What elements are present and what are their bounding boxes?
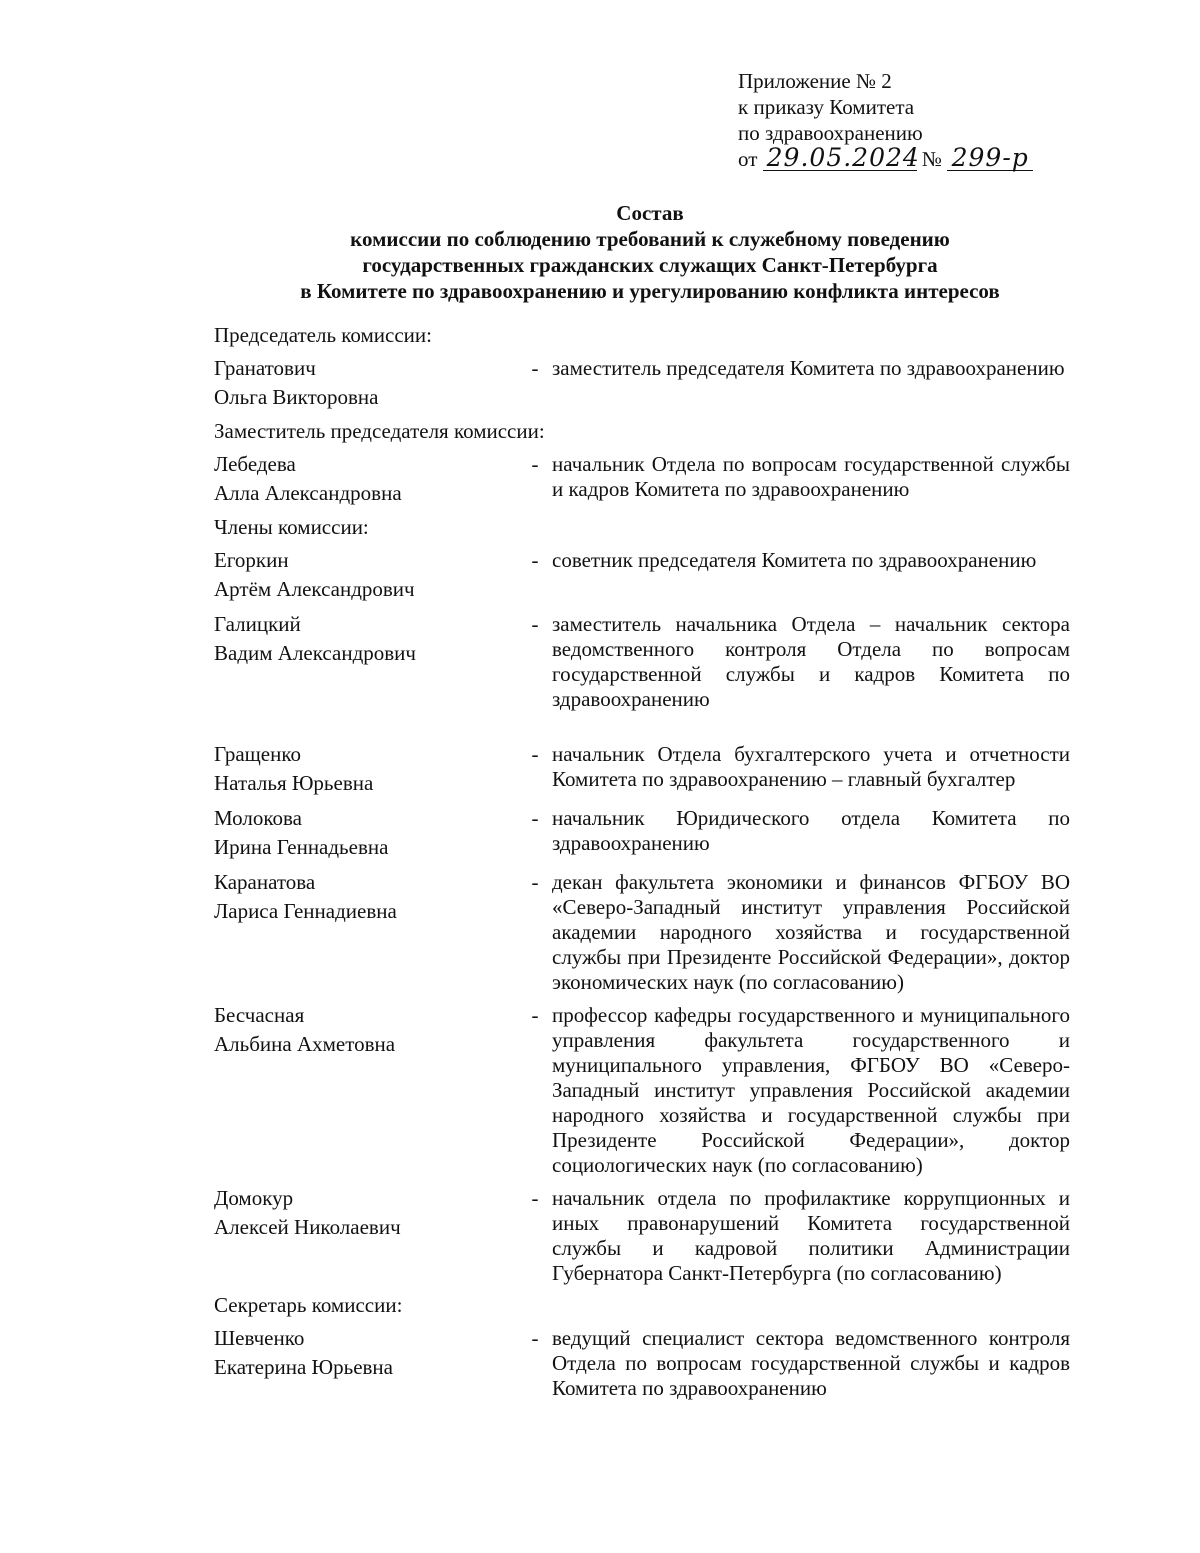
member-row — [214, 1324, 1070, 1401]
member-position: ведущий специалист сектора ведомственного контроля Отдела по вопросам государственной службы и кадров Комитета по здравоохранению — [552, 1326, 1070, 1400]
member-surname: Гращенко — [214, 742, 302, 766]
member-name — [214, 1001, 514, 1178]
member-given-name: Ольга Викторовна — [214, 385, 379, 409]
member-position: профессор кафедры государственного и муниципального управления факультета государственного и муниципального управления, ФГБОУ ВО «Северо-Западный институт управления Российской академии народного хозяйства и государственной службы при Президенте Российской Федерации», доктор социологических наук (по согласованию) — [552, 1003, 1070, 1177]
appendix-committee: по здравоохранению — [738, 121, 923, 145]
dash-separator: - — [531, 452, 539, 476]
member-row — [214, 354, 1070, 412]
appendix-order-ref: к приказу Комитета — [738, 95, 915, 119]
member-name — [214, 740, 514, 798]
dash-separator: - — [531, 1326, 539, 1350]
member-surname: Каранатова — [214, 870, 316, 894]
dash-separator: - — [531, 870, 539, 894]
dash-separator: - — [531, 356, 539, 380]
document-title — [150, 200, 1150, 304]
member-name — [214, 804, 514, 862]
member-position: начальник отдела по профилактике коррупционных и иных правонарушений Комитета государственной службы и кадровой политики Администрации Губернатора Санкт-Петербурга (по согласованию) — [552, 1186, 1070, 1285]
member-row — [214, 1184, 1070, 1286]
member-row — [214, 1001, 1070, 1178]
title-line-4: в Комитете по здравоохранению и урегулированию конфликта интересов — [300, 279, 1000, 303]
title-line-2: комиссии по соблюдению требований к служебному поведению — [350, 227, 950, 251]
member-row — [214, 610, 1070, 712]
member-given-name: Алексей Николаевич — [214, 1215, 401, 1239]
appendix-title: Приложение № 2 — [738, 69, 892, 93]
member-given-name: Альбина Ахметовна — [214, 1032, 396, 1056]
member-row — [214, 546, 1070, 604]
member-row — [214, 868, 1070, 995]
member-name — [214, 1324, 514, 1401]
member-given-name: Алла Александровна — [214, 481, 402, 505]
member-surname: Егоркин — [214, 548, 289, 572]
dash-separator: - — [531, 1186, 539, 1210]
dash-separator: - — [531, 612, 539, 636]
member-surname: Шевченко — [214, 1326, 305, 1350]
section-deputy: Заместитель председателя комиссии: — [214, 419, 545, 443]
section-chair: Председатель комиссии: — [214, 323, 432, 347]
member-row — [214, 740, 1070, 798]
member-name — [214, 354, 514, 412]
member-given-name: Наталья Юрьевна — [214, 771, 374, 795]
dash-separator: - — [531, 1003, 539, 1027]
member-name — [214, 868, 514, 995]
member-name — [214, 1184, 514, 1286]
member-position: заместитель начальника Отдела – начальник сектора ведомственного контроля Отдела по вопросам государственной службы и кадров Комитета по здравоохранению — [552, 612, 1070, 711]
member-given-name: Лариса Геннадиевна — [214, 899, 397, 923]
member-position: начальник Отдела по вопросам государственной службы и кадров Комитета по здравоохранению — [552, 452, 1070, 501]
member-name — [214, 546, 514, 604]
member-surname: Лебедева — [214, 452, 296, 476]
date-prefix: от — [738, 147, 758, 171]
member-given-name: Артём Александрович — [214, 577, 415, 601]
handwritten-date: 29.05.2024 — [763, 146, 917, 171]
member-row — [214, 804, 1070, 862]
dash-separator: - — [531, 548, 539, 572]
title-line-3: государственных гражданских служащих Санкт-Петербурга — [362, 253, 938, 277]
appendix-block — [738, 68, 1068, 172]
member-position: начальник Отдела бухгалтерского учета и отчетности Комитета по здравоохранению – главный бухгалтер — [552, 742, 1070, 791]
member-surname: Галицкий — [214, 612, 301, 636]
member-position: декан факультета экономики и финансов ФГБОУ ВО «Северо-Западный институт управления Российской академии народного хозяйства и государственной службы при Президенте Российской Федерации», доктор экономических наук (по согласованию) — [552, 870, 1070, 994]
member-position: начальник Юридического отдела Комитета по здравоохранению — [552, 806, 1070, 855]
dash-separator: - — [531, 806, 539, 830]
member-given-name: Ирина Геннадьевна — [214, 835, 389, 859]
member-position: заместитель председателя Комитета по здравоохранению — [552, 356, 1065, 380]
member-position: советник председателя Комитета по здравоохранению — [552, 548, 1037, 572]
handwritten-order-number: 299-р — [947, 146, 1033, 171]
member-row — [214, 450, 1070, 508]
member-surname: Домокур — [214, 1186, 294, 1210]
member-name — [214, 450, 514, 508]
member-surname: Гранатович — [214, 356, 316, 380]
member-surname: Молокова — [214, 806, 302, 830]
appendix-date-number-row — [738, 143, 1068, 172]
commission-list — [214, 322, 1070, 1407]
dash-separator: - — [531, 742, 539, 766]
section-members: Члены комиссии: — [214, 515, 369, 539]
member-given-name: Вадим Александрович — [214, 641, 416, 665]
number-prefix: № — [921, 147, 942, 171]
member-surname: Бесчасная — [214, 1003, 305, 1027]
member-name — [214, 610, 514, 712]
title-line-1: Состав — [616, 201, 684, 225]
section-secretary: Секретарь комиссии: — [214, 1293, 403, 1317]
member-given-name: Екатерина Юрьевна — [214, 1355, 393, 1379]
